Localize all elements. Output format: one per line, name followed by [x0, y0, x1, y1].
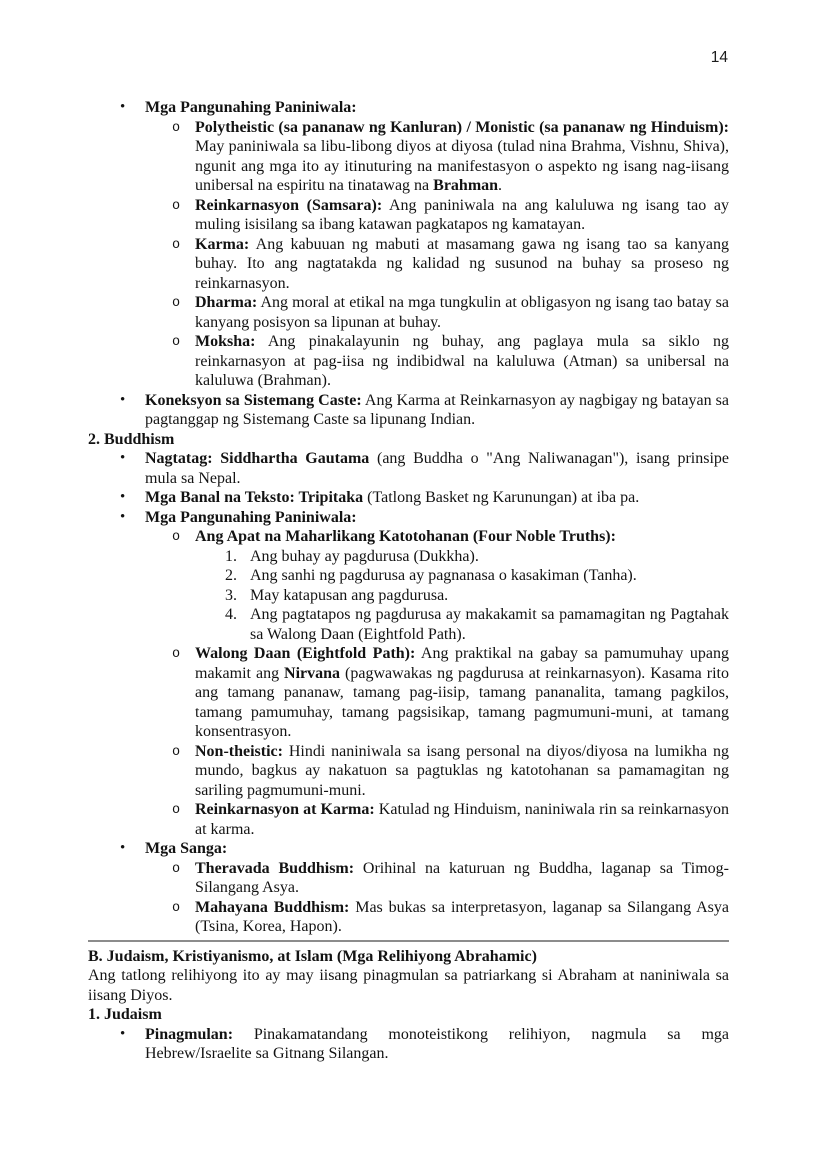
list-item	[88, 449, 729, 488]
list-bullet-icon: o	[172, 530, 181, 545]
list-bullet-icon: o	[172, 647, 181, 662]
text-segment: May katapusan ang pagdurusa.	[250, 586, 449, 604]
list-item	[88, 293, 729, 332]
list-item	[88, 742, 729, 801]
list-item	[88, 547, 729, 567]
list-bullet-icon: •	[120, 1025, 126, 1042]
section-divider	[88, 940, 729, 942]
text-segment: Mahayana Buddhism:	[195, 898, 350, 916]
text-segment: Walong Daan (Eightfold Path):	[195, 645, 416, 662]
list-bullet-icon: •	[120, 489, 126, 505]
list-bullet-icon: •	[120, 99, 126, 115]
list-number: 4.	[225, 606, 237, 623]
text-segment: Ang Karma at Reinkarnasyon ay nagbigay ng batayan sa pagtanggap ng Sistemang Caste sa lipunang Indian.	[145, 391, 729, 428]
list-item	[88, 196, 729, 235]
text-segment: Mga Sanga:	[145, 840, 228, 857]
list-item	[88, 800, 729, 839]
list-bullet-icon: o	[172, 335, 181, 350]
text-segment: Moksha:	[195, 333, 256, 350]
text-segment: Ang Apat na Maharlikang Katotohanan (Four Noble Truths):	[195, 528, 616, 545]
list-item	[88, 566, 729, 586]
text-segment: Ang sanhi ng pagdurusa ay pagnanasa o kasakiman (Tanha).	[250, 567, 637, 584]
text-segment: Hindi naniniwala sa isang personal na diyos/diyosa na lumikha ng mundo, bagkus ay nakatuon sa pagtuklas ng katotohanan sa pamamagitan ng sariling pagmumuni-muni.	[195, 742, 729, 799]
text-segment: B. Judaism, Kristiyanismo, at Islam (Mga Relihiyong Abrahamic)	[88, 947, 537, 965]
list-item	[88, 235, 729, 294]
text-segment: Ang buhay ay pagdurusa (Dukkha).	[250, 547, 479, 565]
text-segment: Ang tatlong relihiyong ito ay may iisang pinagmulan sa patriarkang si Abraham at naniniwala sa iisang Diyos.	[88, 967, 729, 1004]
list-bullet-icon: o	[172, 900, 181, 916]
list-item	[88, 586, 729, 606]
text-segment: Polytheistic (sa pananaw ng Kanluran) / Monistic (sa pananaw ng Hinduism):	[195, 118, 729, 136]
text-segment: (Tatlong Basket ng Karunungan) at iba pa.	[363, 489, 640, 506]
list-bullet-icon: o	[172, 296, 181, 311]
text-segment: Ang praktikal na gabay sa pamumuhay upang makamit ang	[195, 645, 729, 682]
text-segment: Brahman	[433, 177, 499, 194]
list-item	[88, 859, 729, 898]
list-bullet-icon: •	[120, 391, 126, 408]
list-item	[88, 527, 729, 547]
list-item	[88, 839, 729, 859]
list-number: 3.	[225, 586, 237, 604]
text-segment: Nirvana	[284, 664, 341, 682]
list-item	[88, 488, 729, 508]
text-segment: Pinakamatandang monoteistikong relihiyon, nagmula sa mga Hebrew/Israelite sa Gitnang Silangan.	[145, 1025, 729, 1062]
text-segment: Nagtatag: Siddhartha Gautama	[145, 450, 370, 467]
text-segment: Koneksyon sa Sistemang Caste:	[145, 391, 362, 409]
text-segment: Ang kabuuan ng mabuti at masamang gawa ng isang tao sa kanyang buhay. Ito ang nagtatakda ng kalidad ng susunod na buhay sa proseso ng reinkarnasyon.	[195, 235, 729, 292]
text-segment: (pagwawakas ng pagdurusa at reinkarnasyon). Kasama rito ang tamang pananaw, tamang pag-iisip, tamang pananalita, tamang pagkilos, tamang pamumuhay, tamang pagsisikap, tamang pagmumuni-muni, at tamang konsentrasyon.	[195, 664, 729, 740]
text-segment: Reinkarnasyon at Karma:	[195, 801, 375, 818]
text-segment: Non-theistic:	[195, 742, 283, 760]
page-number: 14	[710, 49, 728, 66]
list-number: 2.	[225, 567, 237, 584]
list-bullet-icon: •	[120, 508, 126, 525]
text-segment: Mga Banal na Teksto: Tripitaka	[145, 489, 364, 506]
list-item	[88, 98, 729, 118]
list-item	[88, 1025, 729, 1064]
section-heading	[88, 1005, 729, 1025]
list-number: 1.	[225, 547, 237, 565]
list-bullet-icon: •	[120, 840, 126, 856]
paragraph	[88, 966, 729, 1005]
text-segment: Karma:	[195, 235, 250, 253]
list-bullet-icon: o	[172, 861, 181, 877]
text-segment: Mga Pangunahing Paniniwala:	[145, 99, 357, 116]
list-item	[88, 605, 729, 644]
text-segment: Ang paniniwala na ang kaluluwa ng isang tao ay muling isisilang sa ibang katawan pagkatapos ng kamatayan.	[195, 196, 730, 233]
text-segment: Reinkarnasyon (Samsara):	[195, 196, 383, 214]
text-segment: Pinagmulan:	[145, 1025, 234, 1043]
list-bullet-icon: o	[172, 120, 181, 136]
text-segment: Ang pagtatapos ng pagdurusa ay makakamit sa pamamagitan ng Pagtahak sa Walong Daan (Eightfold Path).	[250, 606, 729, 643]
list-item	[88, 644, 729, 742]
list-item	[88, 391, 729, 430]
text-segment: Theravada Buddhism:	[195, 859, 355, 877]
text-segment: Ang moral at etikal na mga tungkulin at obligasyon ng isang tao batay sa kanyang posisyon sa lipunan at buhay.	[195, 294, 729, 331]
list-item	[88, 508, 729, 528]
text-segment: 1. Judaism	[88, 1006, 162, 1023]
text-segment: Orihinal na katuruan ng Buddha, laganap sa Timog-Silangang Asya.	[195, 859, 730, 896]
text-segment: Katulad ng Hinduism, naniniwala rin sa reinkarnasyon at karma.	[195, 801, 729, 838]
list-bullet-icon: o	[172, 198, 181, 214]
list-bullet-icon: o	[172, 803, 181, 818]
text-segment: .	[498, 177, 503, 194]
section-heading	[88, 430, 729, 450]
list-item	[88, 898, 729, 937]
document-body	[88, 98, 729, 1064]
text-segment: May paniniwala sa libu-libong diyos at diyosa (tulad nina Brahma, Vishnu, Shiva), ngunit ang mga ito ay itinuturing na manifestasyon o aspekto ng isang nag-iisang unibersal na espiritu na tinatawag na	[195, 138, 729, 194]
text-segment: Dharma:	[195, 294, 258, 311]
list-bullet-icon: o	[172, 744, 181, 760]
section-heading	[88, 947, 729, 967]
list-item	[88, 332, 729, 391]
text-segment: 2. Buddhism	[88, 430, 175, 448]
list-item	[88, 118, 729, 196]
text-segment: Mas bukas sa interpretasyon, laganap sa Silangang Asya (Tsina, Korea, Hapon).	[195, 898, 729, 935]
list-bullet-icon: o	[172, 237, 181, 253]
text-segment: (ang Buddha o "Ang Naliwanagan"), isang prinsipe mula sa Nepal.	[145, 450, 730, 487]
list-bullet-icon: •	[120, 450, 126, 466]
text-segment: Ang pinakalayunin ng buhay, ang paglaya mula sa siklo ng reinkarnasyon at pag-iisa ng indibidwal na kaluluwa (Atman) sa unibersal na kaluluwa (Brahman).	[195, 333, 729, 389]
text-segment: Mga Pangunahing Paniniwala:	[145, 508, 357, 526]
